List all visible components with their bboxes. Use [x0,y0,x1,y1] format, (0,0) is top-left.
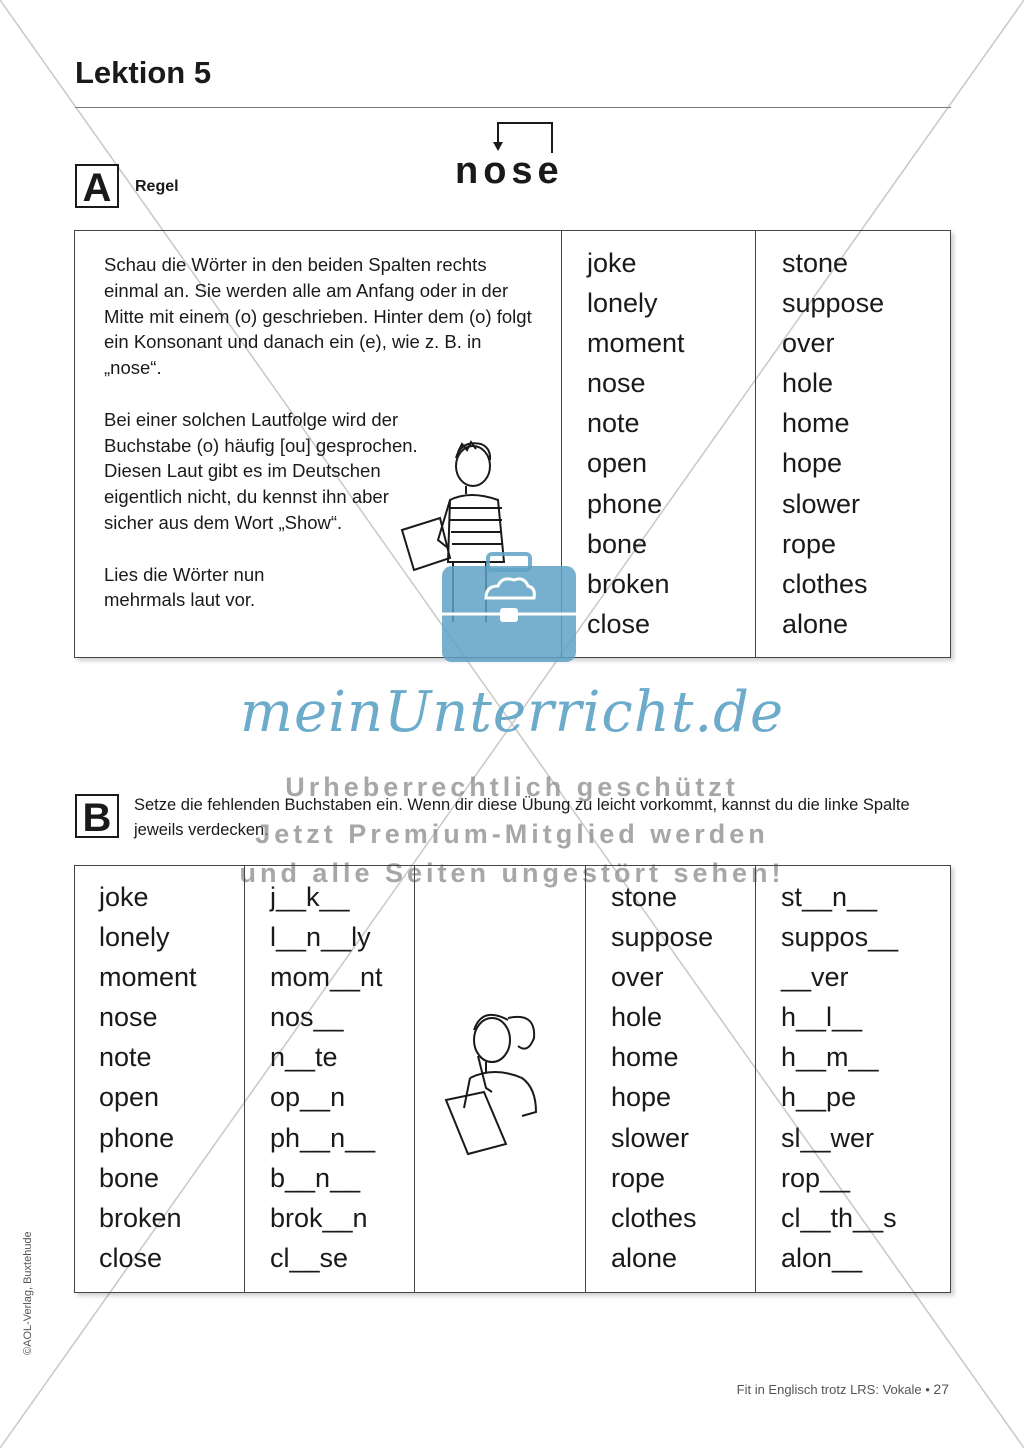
list-item: alone [782,608,849,639]
list-item: note [587,408,640,439]
list-item: stone [611,882,678,912]
gap-item: alon__ [781,1242,863,1273]
list-item: phone [99,1122,175,1153]
list-item: clothes [782,568,868,599]
title-divider [75,107,951,108]
gap-item: cl__se [270,1242,349,1273]
list-item: joke [587,248,637,278]
list-item: open [99,1082,160,1113]
list-item: over [611,962,664,993]
rule-words-left [587,243,685,644]
gap-item: n__te [270,1042,338,1073]
gap-item: ph__n__ [270,1122,376,1153]
exercise-col-gaps-left [270,877,383,1278]
list-item: close [99,1242,163,1273]
list-item: hole [611,1002,663,1033]
watermark-line-1: Urheberrechtlich geschützt [285,772,739,802]
copyright-note: ©AOL-Verlag, Buxtehude [22,1231,34,1355]
gap-item: suppos__ [781,922,899,953]
gap-item: mom__nt [270,962,383,993]
gap-item: rop__ [781,1162,851,1193]
section-a-label: Regel [135,178,179,195]
gap-item: j__k__ [270,882,350,912]
watermark-line-3: und alle Seiten ungestört sehen! [239,858,785,888]
list-item: home [611,1042,679,1073]
list-item: hole [782,368,834,399]
gap-item: st__n__ [781,882,878,912]
list-item: slower [782,488,861,519]
list-item: phone [587,488,663,519]
header-word: nose [455,150,564,192]
exercise-col-words-right [611,877,713,1278]
exercise-divider-2 [414,865,415,1293]
exercise-col-gaps-right [781,877,898,1278]
rule-paragraph-2: Bei einer solchen Lautfolge wird der Buchstabe (o) häufig [ou] gesprochen. Diesen Laut gibt es im Deutschen eigentlich nicht, du kennst ihn aber sicher aus dem Wort „Show“. [104,408,418,533]
footer-book-title: Fit in Englisch trotz LRS: Vokale [736,1382,922,1397]
rule-paragraph-3: Lies die Wörter nun mehrmals laut vor. [104,563,265,611]
list-item: lonely [99,922,170,953]
list-item: broken [99,1202,182,1233]
list-item: joke [99,882,149,912]
gap-item: sl__wer [781,1122,875,1153]
list-item: bone [99,1162,160,1193]
gap-item: brok__n [270,1202,368,1233]
footer-bullet-icon: • [925,1382,934,1397]
gap-item: b__n__ [270,1162,361,1193]
watermark-brand: meinUnterricht.de [239,680,785,745]
list-item: suppose [782,288,885,319]
list-item: nose [99,1002,158,1033]
list-item: home [782,408,850,439]
page-title: Lektion 5 [75,55,212,90]
section-b-instruction: Setze die fehlenden Buchstaben ein. Wenn dir diese Übung zu leicht vorkommt, kannst du die linke Spalte jeweils verdecken. [134,796,910,839]
gap-item: op__n [270,1082,346,1113]
list-item: suppose [611,922,714,953]
briefcase-logo-icon [440,552,578,664]
list-item: note [99,1042,152,1073]
gap-item: h__pe [781,1082,857,1113]
list-item: moment [99,962,197,993]
girl-thinking-illustration [440,1000,555,1158]
gap-item: h__m__ [781,1042,879,1073]
gap-item: h__l__ [781,1002,863,1033]
section-b-letter: B [75,794,119,838]
gap-item: l__n__ly [270,922,371,953]
gap-item: nos__ [270,1002,344,1033]
rule-words-right [782,243,884,644]
exercise-divider-4 [755,865,756,1293]
list-item: stone [782,248,849,278]
page-footer [737,1381,949,1397]
rule-box-divider-2 [755,230,756,658]
page-number: 27 [933,1381,949,1397]
list-item: alone [611,1242,678,1273]
list-item: moment [587,328,685,359]
list-item: broken [587,568,670,599]
list-item: bone [587,528,648,559]
list-item: over [782,328,835,359]
rule-paragraph-1: Schau die Wörter in den beiden Spalten rechts einmal an. Sie werden alle am Anfang oder in der Mitte mit einem (o) geschrieben. Hinter dem (o) folgt ein Konsonant und danach ein (e), wie z. B. in „nose“. [104,254,532,379]
watermark-line-2: Jetzt Premium-Mitglied werden [255,819,769,849]
list-item: lonely [587,288,658,319]
list-item: open [587,448,648,479]
list-item: rope [611,1162,666,1193]
list-item: clothes [611,1202,697,1233]
gap-item: cl__th__s [781,1202,897,1233]
section-a-letter: A [75,164,119,208]
gap-item: __ver [781,962,849,993]
exercise-col-words-left [99,877,197,1278]
list-item: hope [611,1082,672,1113]
list-item: slower [611,1122,690,1153]
list-item: hope [782,448,843,479]
list-item: close [587,608,651,639]
exercise-divider-1 [244,865,245,1293]
exercise-divider-3 [585,865,586,1293]
list-item: rope [782,528,837,559]
list-item: nose [587,368,646,399]
